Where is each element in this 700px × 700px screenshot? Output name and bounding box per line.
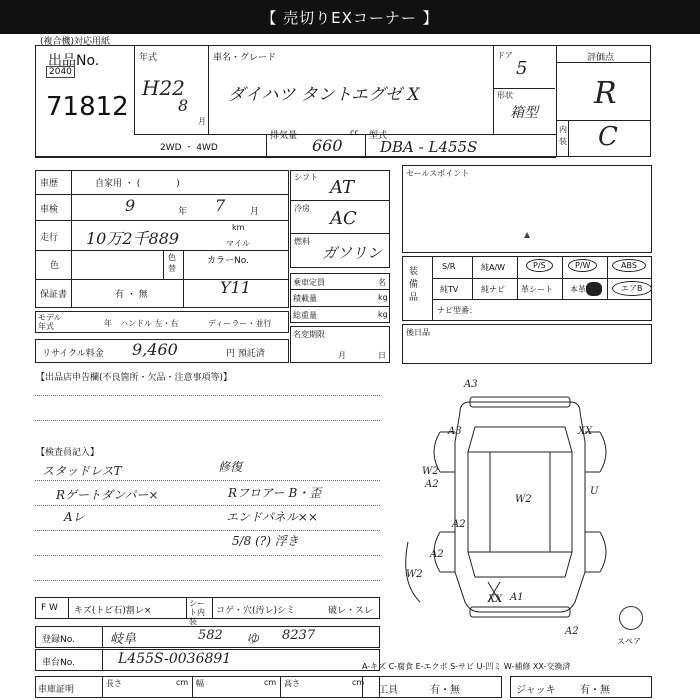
inspector-note-6: エンドパネル×× [226,510,318,524]
cert-width-cm: cm [264,678,277,687]
inspection-month-unit: 月 [250,207,260,217]
inspector-note-3: Aレ [64,510,85,524]
lot-label: 出品No. [48,53,100,69]
mark-u-right: U [590,486,599,497]
color-code-value: Y11 [220,278,251,297]
inspector-note-2: Rゲートダンパー× [56,488,159,502]
mileage-value: 10万2千889 [86,229,180,248]
displacement-label: 排気量 [270,131,298,141]
year-month: 8 [178,96,189,115]
shift-value: AT [330,177,355,198]
cert-height-cm: cm [352,678,365,687]
displacement-value: 660 [312,136,343,155]
cert-length-cm: cm [176,678,189,687]
ac-value: AC [330,208,357,229]
capacity-load-label: 積載量 [293,294,317,303]
model-name: ダイハツ タントエグゼ X [228,85,420,105]
registration-place: 岐阜 [110,632,137,647]
condition-tear: 破レ・スレ [328,606,374,616]
title-change-month: 月 [338,351,346,360]
interior-value: C [598,122,618,152]
jack-label: ジャッキ [516,685,556,696]
cert-height: 高さ [284,679,300,688]
type-value: DBA - L455S [380,138,478,156]
damage-legend: A-キズ C-腐食 E-エクボ S-サビ U-凹ミ W-補修 XX-交換済 [362,662,571,671]
mark-w2-center: W2 [515,494,532,505]
mileage-label: 走行 [40,233,59,243]
inspection-month: 7 [215,196,226,215]
fuel-label: 燃料 [294,237,310,246]
warranty-value: 有 ・ 無 [115,290,148,300]
inspection-year: 9 [125,196,136,215]
cert-length: 長さ [106,679,122,688]
registration-num1: 582 [198,628,223,643]
registration-kana: ゆ [246,632,260,647]
inspector-label: 【検査員記入】 [36,448,100,458]
history-label: 車歴 [40,179,59,189]
equip-abs: ABS [612,259,646,272]
recycle-label: リサイクル料金 [42,349,104,359]
equip-navi: 純ナビ [481,285,505,294]
mark-a2-left: A2 [425,479,439,490]
mark-a1: A1 [510,592,524,603]
displacement-unit: cc [350,128,359,137]
color-code-label: カラーNo. [207,256,249,266]
jack-value: 有・無 [580,685,610,696]
recycle-unit: 円 預託済 [226,349,265,359]
history-value: 自家用 ・ ( ) [95,179,180,189]
registration-label: 登録No. [42,635,75,645]
title-change-day: 日 [378,351,386,360]
model-year-label: モデル年式 [38,313,62,331]
equip-aw: 純A/W [481,263,506,272]
shape-label: 形状 [497,91,513,100]
scribble-mark [586,282,602,296]
inspector-note-5: Rフロアー B・歪 [228,486,322,500]
mileage-mile: マイル [226,239,250,248]
inspection-label: 車検 [40,205,59,215]
mark-w2-left: W2 [422,466,439,477]
model-year-handle: ハンドル 左・右 [120,319,179,328]
mark-a2-mid: A2 [452,519,466,530]
shape-value: 箱型 [510,105,538,121]
banner-title: 【 売切りEXコーナー 】 [0,0,700,34]
mark-a3-left: A3 [448,426,462,437]
cert-label: 車庫証明 [38,685,75,695]
equip-sr: S/R [442,262,456,271]
cert-width: 幅 [196,679,204,688]
capacity-riders-unit: 名 [378,278,386,287]
capacity-gross-unit: kg [378,310,388,319]
car-damage-diagram [400,372,630,642]
score-value: R [594,76,617,111]
equipment-label: 装備品 [409,267,419,303]
equip-leather: 革シート [521,285,553,294]
interior-label: 内装 [559,125,567,146]
year-month-unit: 月 [198,117,206,126]
type-label: 型式 [369,131,388,141]
condition-seat: シート内装 [189,599,205,626]
sales-point-mark: ▲ [524,230,531,239]
fuel-value: ガソリン [322,244,383,262]
mark-xx-rear: XX [488,594,503,605]
equip-pw: P/W [568,259,597,272]
sales-point-label: セールスポイント [406,169,470,178]
header-note: (複合機)対応用紙 [40,37,111,47]
doors-value: 5 [516,58,528,79]
warranty-label: 保証書 [40,290,68,300]
year-era: H22 [142,76,185,100]
tools-value: 有・無 [430,685,460,696]
lot-code: 2040 [46,66,75,78]
condition-scratch: キズ(トビ石)割レ× [74,606,152,616]
mark-a2-rear: A2 [430,549,444,560]
spare-label: スペア [617,637,641,646]
model-year-dealer: ディーラー・並行 [208,319,272,328]
condition-fw: F W [41,603,58,613]
equip-tv: 純TV [440,285,459,294]
model-year-year: 年 [104,319,112,328]
rear-note-label: 後日品 [406,328,430,337]
shift-label: シフト [294,173,318,182]
model-label: 車名・グレード [213,53,277,63]
equip-navi-model: ナビ型番： [437,306,477,315]
recycle-value: 9,460 [132,340,178,359]
title-change-label: 名変期限 [293,330,325,339]
doors-label: ドア [497,51,513,60]
registration-num2: 8237 [282,628,316,643]
score-label: 評価点 [587,53,615,63]
ac-label: 冷房 [294,204,310,213]
inspector-note-7: 5/8 (?) 浮き [232,534,299,548]
equip-genuine-leather: 本革 [570,285,586,294]
mark-xx-right: XX [578,426,593,437]
condition-burn: コゲ・穴(汚レ)シミ [216,606,296,616]
tools-label: 工具 [378,685,398,696]
year-label: 年式 [139,53,158,63]
mark-w2-bottom: W2 [406,569,423,580]
inspector-note-4: 修復 [218,460,243,474]
chassis-value: L455S-0036891 [118,651,232,667]
capacity-gross-label: 総重量 [293,311,317,320]
color-change-label: 色替 [168,253,176,273]
capacity-riders-label: 乗車定員 [293,278,325,287]
drive-label: 2WD ・ 4WD [160,143,218,153]
mark-a2-bumper: A2 [565,626,579,637]
declaration-label: 【出品店申告欄(不良箇所・欠品・注意事項等)】 [36,373,233,383]
inspection-year-unit: 年 [178,207,188,217]
mileage-km: km [232,223,245,232]
lot-number: 71812 [46,92,129,122]
chassis-label: 車台No. [42,658,75,668]
color-label: 色 [50,261,60,271]
inspector-note-1: スタッドレスT [42,464,122,478]
mark-a3-top: A3 [464,379,478,390]
capacity-load-unit: kg [378,293,388,302]
equip-airbag: エアB [612,281,652,296]
equip-ps: P/S [526,259,553,272]
